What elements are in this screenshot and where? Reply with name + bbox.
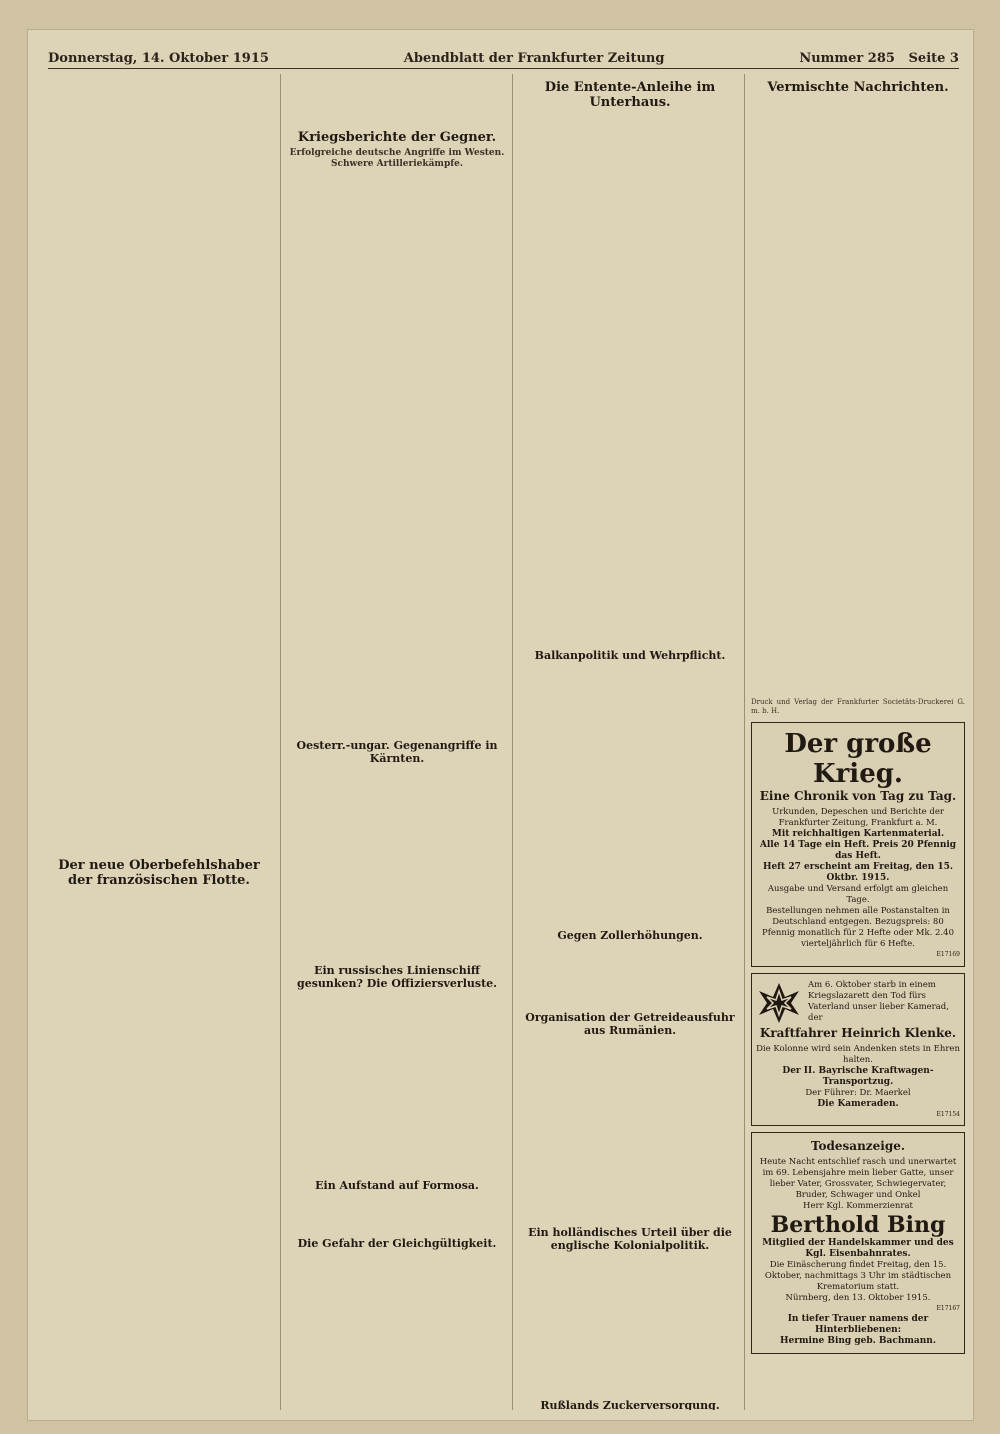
ad1-subtitle: Eine Chronik von Tag zu Tag. (759, 789, 957, 803)
column-1-body-text (48, 74, 270, 258)
ad3-title: Todesanzeige. (810, 1139, 906, 1154)
article-heading-zollerhoehungen: Gegen Zollerhöhungen. (557, 929, 703, 942)
column-4 (744, 74, 965, 1410)
newspaper-page (28, 30, 973, 1420)
oesterreich-body (287, 768, 507, 958)
ad1-line-1: Urkunden, Depeschen und Berichte der Frankfurter Zeitung, Frankfurt a. M. (772, 807, 944, 828)
ad3-mourners: In tiefer Trauer namens der Hinterbliebenen: (787, 1313, 929, 1335)
article-heading-kriegsberichte: Kriegsberichte der Gegner. (297, 130, 497, 145)
ad2-sender: Der II. Bayrische Kraftwagen-Transportzug. (782, 1065, 934, 1087)
linienschiff-body (287, 993, 507, 1173)
ad3-role: Mitglied der Handelskammer und des Kgl. Eisenbahnrates. (762, 1238, 954, 1260)
page-number: Seite 3 (908, 51, 959, 66)
article-heading-anleihe: Die Entente-Anleihe im Unterhaus. (544, 80, 716, 110)
column-2-top-text (287, 74, 507, 124)
imprint: Druck und Verlag der Frankfurter Societäts-Druckerei G. m. b. H. (751, 698, 965, 715)
column-2 (280, 74, 507, 1410)
column-1 (48, 74, 270, 1410)
ad1-line-6: Bestellungen nehmen alle Postanstalten in Deutschland entgegen. Bezugspreis: 80 Pfennig monatlich für 2 Hefte oder Mk. 2.40 vierteljährlich für 6 Hefte. (762, 906, 954, 949)
ad3-honorific: Herr Kgl. Kommerzienrat (803, 1201, 913, 1212)
ad1-line-3: Alle 14 Tage ein Heft. Preis 20 Pfennig das Heft. (759, 840, 957, 861)
iron-cross-icon (756, 980, 802, 1026)
article-heading-zuckerversorgung: Rußlands Zuckerversorgung. (540, 1399, 720, 1410)
ad3-place: Nürnberg, den 13. Oktober 1915. (785, 1293, 931, 1304)
ad2-leader: Der Führer: Dr. Maerkel (805, 1087, 911, 1098)
ad3-text: Heute Nacht entschlief rasch und unerwartet im 69. Lebensjahre mein lieber Gatte, unser lieber Vater, Grossvater, Schwiegervater, Bruder, Schwager und Onkel (759, 1157, 957, 1201)
ad3-name: Berthold Bing (770, 1212, 946, 1239)
article-heading-balkanpolitik: Balkanpolitik und Wehrpflicht. (534, 649, 726, 662)
anleihe-body (519, 113, 741, 643)
masthead-date: Donnerstag, 14. Oktober 1915 (48, 51, 269, 66)
zoll-body (519, 945, 741, 1005)
article-heading-formosa: Ein Aufstand auf Formosa. (315, 1179, 479, 1192)
ad2-text: Am 6. Oktober starb in einem Kriegslazarett den Tod fürs Vaterland unser lieber Kamerad, der (808, 979, 949, 1023)
ad1-line-5: Ausgabe und Versand erfolgt am gleichen Tage. (767, 884, 949, 905)
ad1-line-4: Heft 27 erscheint am Freitag, den 15. Oktbr. 1915. (762, 862, 954, 883)
ad2-header (756, 980, 960, 1026)
ad-der-grosse-krieg (751, 722, 965, 967)
article-heading-kolonialpolitik: Ein holländisches Urteil über die englische Kolonialpolitik. (528, 1226, 732, 1252)
ad1-title: Der große Krieg. (784, 729, 932, 789)
ad1-id: E17169 (936, 951, 960, 958)
masthead (48, 44, 959, 69)
article-heading-oesterreich: Oesterr.-ungar. Gegenangriffe in Kärnten. (296, 739, 498, 765)
ad1-line-2: Mit reichhaltigen Kartenmaterial. (771, 829, 945, 839)
formosa-body (287, 1195, 507, 1231)
ad-bing-obituary (751, 1132, 965, 1354)
masthead-issue (799, 51, 959, 66)
ad3-id: E17167 (936, 1305, 960, 1313)
balkanpolitik-body (519, 665, 741, 923)
kriegsberichte-body (287, 173, 507, 733)
ad2-group: Die Kameraden. (817, 1098, 899, 1109)
ad-klenke-obituary (751, 973, 965, 1127)
kolonial-body (519, 1255, 741, 1393)
column-3 (512, 74, 741, 1410)
article-heading-flotte: Der neue Oberbefehlshaber der französischen Flotte. (58, 857, 260, 888)
article-heading-gleichgueltigkeit: Die Gefahr der Gleichgültigkeit. (297, 1237, 497, 1250)
article-heading-getreideausfuhr: Organisation der Getreideausfuhr aus Rumänien. (525, 1011, 735, 1037)
masthead-title: Abendblatt der Frankfurter Zeitung (403, 51, 665, 66)
ad3-funeral: Die Einäscherung findet Freitag, den 15. Oktober, nachmittags 3 Uhr im städtischen Krematorium statt. (764, 1260, 952, 1293)
vermischte-body (751, 98, 965, 698)
getreide-body (519, 1040, 741, 1220)
ad2-name: Kraftfahrer Heinrich Klenke. (759, 1025, 957, 1040)
article-heading-vermischte: Vermischte Nachrichten. (767, 80, 949, 95)
ad3-widow: Hermine Bing geb. Bachmann. (780, 1335, 936, 1346)
article-subheading-kriegsberichte: Erfolgreiche deutsche Angriffe im Westen. Schwere Artilleriekämpfe. (289, 148, 505, 169)
ad2-line: Die Kolonne wird sein Andenken stets in Ehren halten. (756, 1043, 960, 1065)
article-heading-linienschiff: Ein russisches Linienschiff gesunken? Die Offiziersverluste. (297, 964, 497, 990)
ad2-id: E17154 (936, 1110, 960, 1118)
issue-number: Nummer 285 (799, 51, 895, 66)
